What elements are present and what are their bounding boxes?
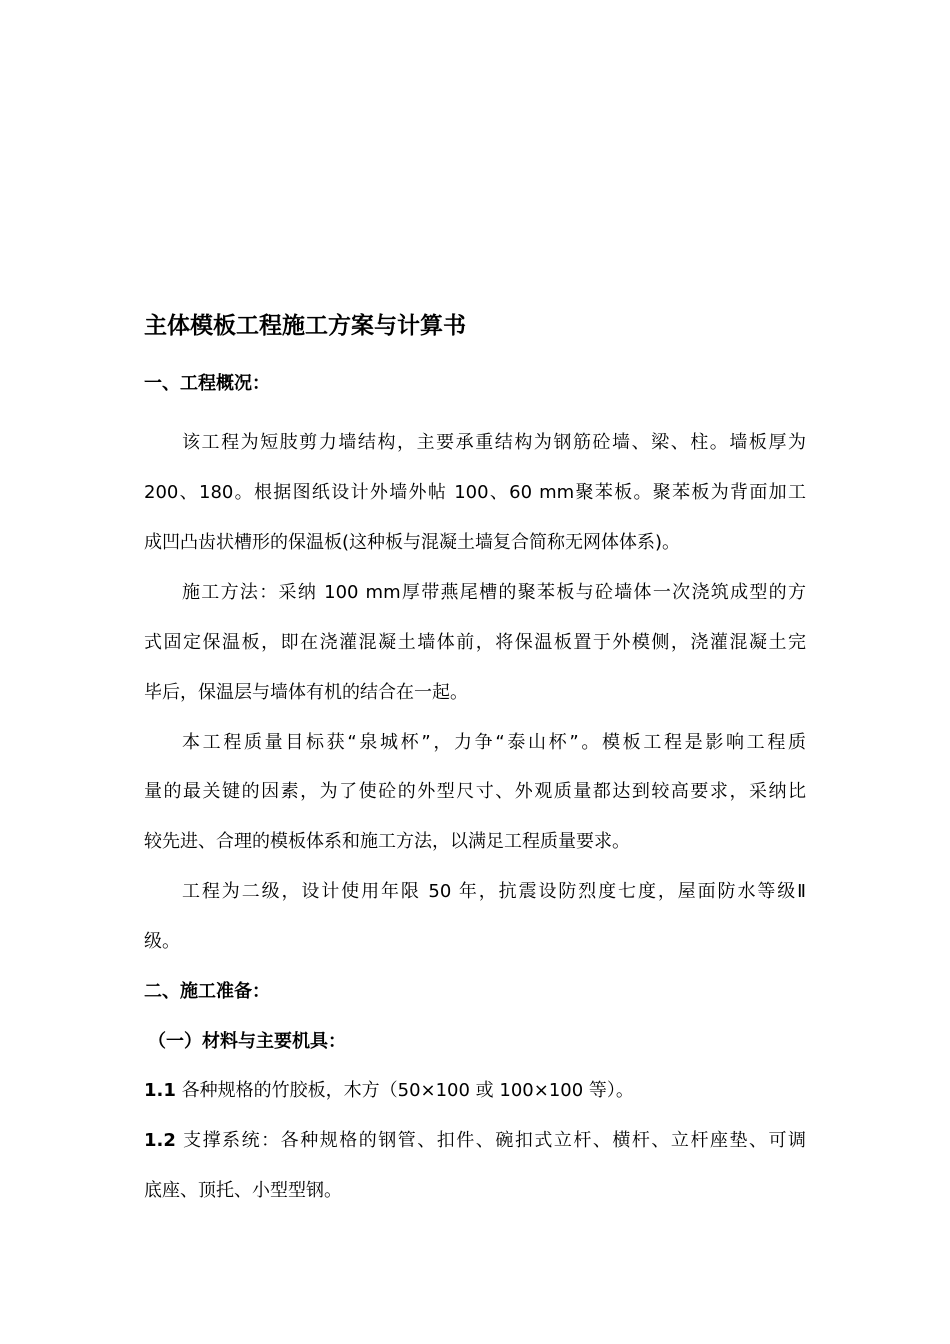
list-item [144,1078,806,1104]
section-heading-overview: 一、工程概况： [144,373,270,394]
list-item [144,1128,806,1154]
paragraph-line: 成凹凸齿状槽形的保温板(这种板与混凝土墙复合简称无网体体系)。 [144,532,681,553]
paragraph-line: 级。 [144,931,180,952]
list-item-text: 支撑系统：各种规格的钢管、扣件、碗扣式立杆、横杆、立杆座垫、可调 [175,1130,806,1151]
paragraph-line: 毕后，保温层与墙体有机的结合在一起。 [144,682,468,703]
paragraph-line: 本工程质量目标获“泉城杯”，力争“泰山杯”。模板工程是影响工程质 [182,732,806,753]
paragraph-line: 200、180。根据图纸设计外墙外帖 100、60 mm聚苯板。聚苯板为背面加工 [144,482,806,503]
list-item-continuation: 底座、顶托、小型型钢。 [144,1180,342,1201]
paragraph-line: 该工程为短肢剪力墙结构，主要承重结构为钢筋砼墙、梁、柱。墙板厚为 [182,432,806,453]
list-item-text: 各种规格的竹胶板，木方（50×100 或 100×100 等）。 [175,1080,634,1101]
section-heading-preparation: 二、施工准备： [144,981,270,1002]
document-title: 主体模板工程施工方案与计算书 [144,313,466,339]
paragraph-line: 工程为二级，设计使用年限 50 年，抗震设防烈度七度，屋面防水等级Ⅱ [182,881,806,902]
list-item-number: 1.2 [144,1130,176,1151]
subsection-heading-materials: （一）材料与主要机具： [148,1031,346,1052]
paragraph-line: 量的最关键的因素，为了使砼的外型尺寸、外观质量都达到较高要求，采纳比 [144,781,806,802]
paragraph-line: 施工方法：采纳 100 mm厚带燕尾槽的聚苯板与砼墙体一次浇筑成型的方 [182,582,806,603]
paragraph-line: 较先进、合理的模板体系和施工方法，以满足工程质量要求。 [144,831,630,852]
paragraph-line: 式固定保温板，即在浇灌混凝土墙体前，将保温板置于外模侧，浇灌混凝土完 [144,632,806,653]
list-item-number: 1.1 [144,1080,176,1101]
